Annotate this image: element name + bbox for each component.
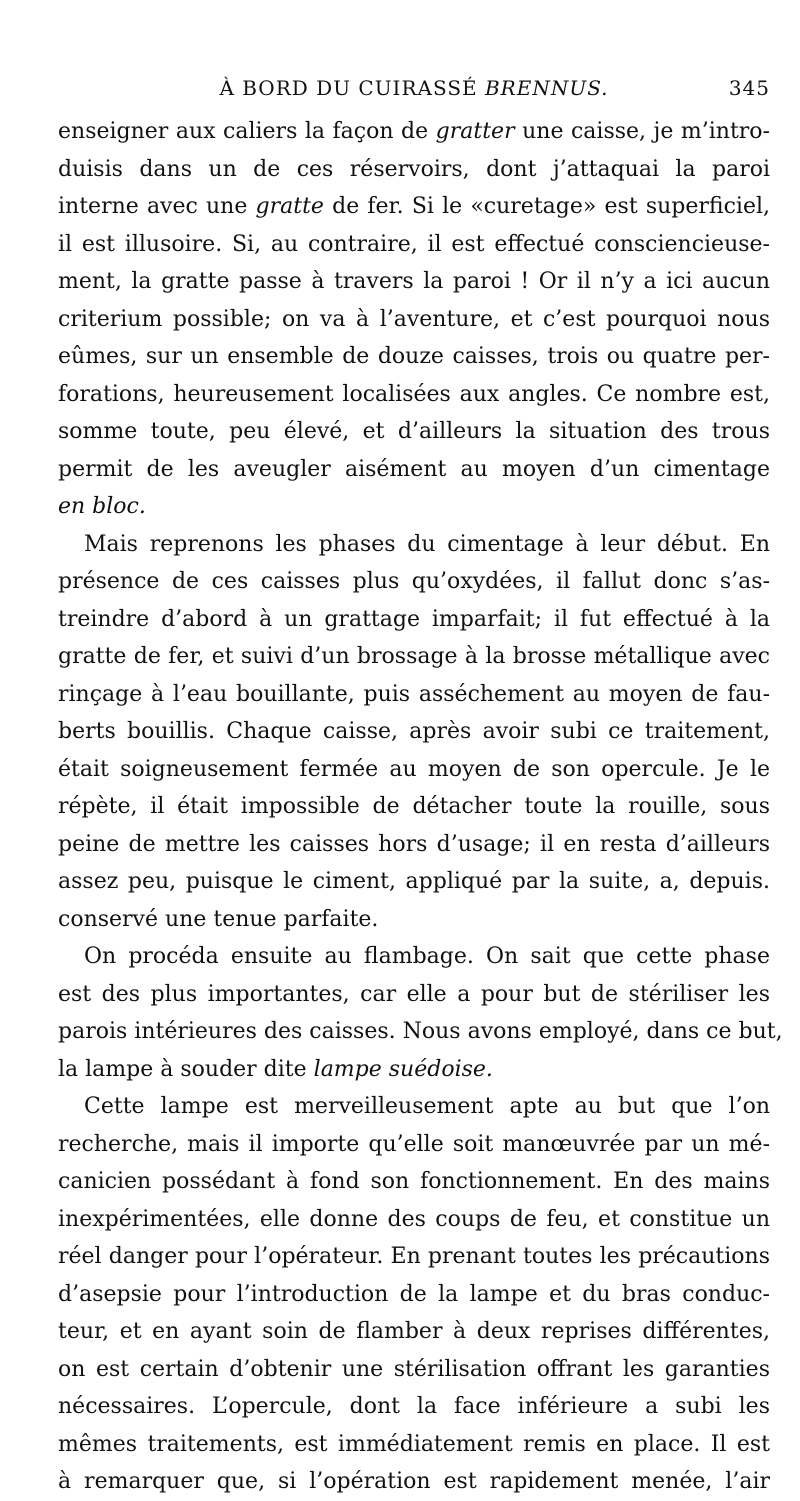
text-line: Mais reprenons les phases du cimentage à leur début. En bbox=[84, 531, 770, 557]
text-line: inexpérimentées, elle donne des coups de feu, et constitue un bbox=[58, 1206, 770, 1232]
running-title-ship: BRENNUS. bbox=[484, 76, 609, 100]
text-line: ment, la gratte passe à travers la paroi ! Or il n’y a ici aucun bbox=[58, 269, 770, 294]
text-line: à remarquer que, si l’opération est rapidement menée, l’air bbox=[58, 1469, 770, 1494]
italic-term: en bloc. bbox=[58, 494, 146, 519]
text-line: permit de les aveugler aisément au moyen d’un cimentage bbox=[58, 456, 770, 482]
text-line: répète, il était impossible de détacher toute la rouille, sous bbox=[58, 794, 770, 819]
text-line: était soigneusement fermée au moyen de son opercule. Je le bbox=[58, 756, 770, 782]
text-line: on est certain d’obtenir une stérilisation offrant les garanties bbox=[58, 1356, 770, 1382]
text-line: teur, et en ayant soin de flamber à deux reprises différentes, bbox=[58, 1319, 770, 1344]
paragraph bbox=[58, 938, 783, 1088]
text-line: mêmes traitements, est immédiatement remis en place. Il est bbox=[58, 1431, 770, 1457]
text-line: somme toute, peu élevé, et d’ailleurs la situation des trous bbox=[58, 419, 770, 444]
text-line: nécessaires. L’opercule, dont la face inférieure a subi les bbox=[58, 1394, 770, 1419]
text-line: berts bouillis. Chaque caisse, après avoir subi ce traitement, bbox=[58, 719, 770, 744]
text-line: canicien possédant à fond son fonctionnement. En des mains bbox=[58, 1169, 770, 1194]
text-line: assez peu, puisque le ciment, appliqué par la suite, a, depuis. bbox=[58, 869, 770, 894]
text-line: gratte de fer, et suivi d’un brossage à la brosse métallique avec bbox=[58, 644, 770, 669]
text-line: la lampe à souder dite lampe suédoise. bbox=[58, 1056, 493, 1082]
text-line: eûmes, sur un ensemble de douze caisses, trois ou quatre per- bbox=[58, 344, 770, 369]
text-line: est des plus importantes, car elle a pour but de stériliser les bbox=[58, 981, 770, 1007]
text-line: enseigner aux caliers la façon de gratter une caisse, je m’intro- bbox=[58, 119, 770, 144]
body-text bbox=[58, 113, 783, 1501]
page-number: 345 bbox=[728, 76, 770, 100]
text-line: duisis dans un de ces réservoirs, dont j’attaquai la paroi bbox=[58, 156, 770, 182]
text-line: treindre d’abord à un grattage imparfait; il fut effectué à la bbox=[58, 606, 770, 632]
text-line: présence de ces caisses plus qu’oxydées, il fallut donc s’as- bbox=[58, 569, 770, 594]
italic-term: lampe suédoise. bbox=[313, 1056, 493, 1082]
text-line: il est illusoire. Si, au contraire, il est effectué consciencieuse- bbox=[58, 231, 770, 257]
text-line: parois intérieures des caisses. Nous avons employé, dans ce but, bbox=[58, 1019, 783, 1044]
text-line bbox=[58, 488, 770, 526]
text-line: d’asepsie pour l’introduction de la lampe et du bras conduc- bbox=[58, 1281, 770, 1307]
text-line: rinçage à l’eau bouillante, puis asséchement au moyen de fau- bbox=[58, 681, 770, 707]
running-title-prefix: À BORD DU CUIRASSÉ bbox=[219, 76, 485, 100]
text-line: forations, heureusement localisées aux angles. Ce nombre est, bbox=[58, 381, 770, 407]
text-line: recherche, mais il importe qu’elle soit manœuvrée par un mé- bbox=[58, 1131, 770, 1157]
italic-term: gratter bbox=[435, 119, 515, 144]
text-line: interne avec une gratte de fer. Si le «curetage» est superficiel, bbox=[58, 194, 770, 219]
paragraph bbox=[58, 1088, 770, 1501]
text-line: peine de mettre les caisses hors d’usage; il en resta d’ailleurs bbox=[58, 831, 770, 857]
running-head bbox=[58, 76, 770, 110]
text-line: conservé une tenue parfaite. bbox=[58, 906, 379, 932]
text-line: réel danger pour l’opérateur. En prenant toutes les précautions bbox=[58, 1244, 770, 1269]
paragraph bbox=[58, 526, 770, 939]
text-line: criterium possible; on va à l’aventure, et c’est pourquoi nous bbox=[58, 306, 770, 332]
text-line: Cette lampe est merveilleusement apte au but que l’on bbox=[84, 1094, 770, 1119]
paragraph bbox=[58, 113, 770, 526]
italic-term: gratte bbox=[255, 194, 324, 219]
running-title bbox=[58, 76, 770, 100]
text-line: On procéda ensuite au flambage. On sait que cette phase bbox=[84, 944, 770, 969]
